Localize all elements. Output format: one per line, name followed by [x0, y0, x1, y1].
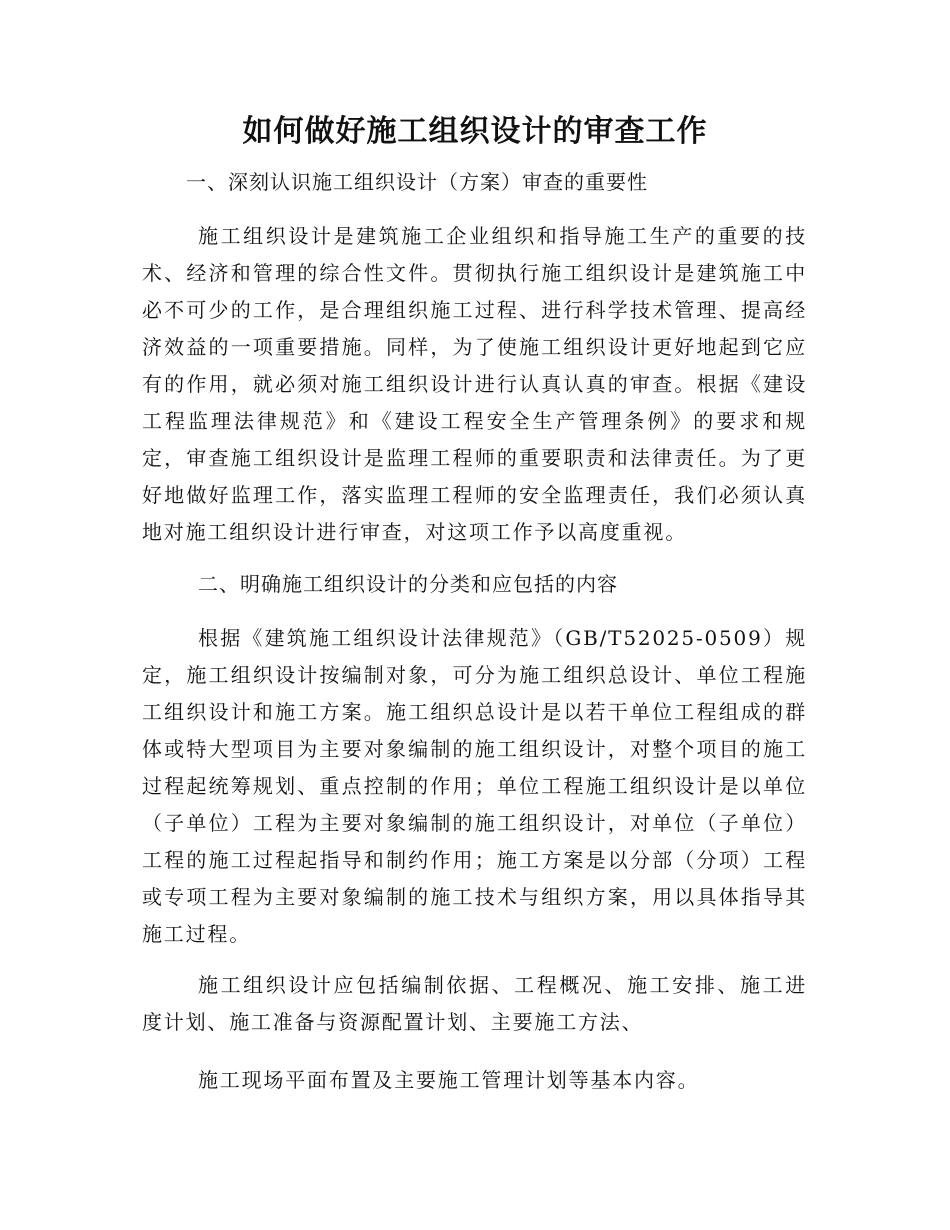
section-heading-2: 二、明确施工组织设计的分类和应包括的内容	[198, 572, 618, 596]
paragraph-contents-cont: 施工现场平面布置及主要施工管理计划等基本内容。	[198, 1068, 700, 1092]
document-title: 如何做好施工组织设计的审查工作	[242, 114, 708, 149]
paragraph-classification: 根据《建筑施工组织设计法律规范》（GB/T52025-0509）规定，施工组织设计按编制对象，可分为施工组织总设计、单位工程施工组织设计和施工方案。施工组织总设计是以若干单位工程组成的群体或特大型项目为主要对象编制的施工组织设计，对整个项目的施工过程起统筹规划、重点控制的作用；单位工程施工组织设计是以单位（子单位）工程为主要对象编制的施工组织设计，对单位（子单位）工程的施工过程起指导和制约作用；施工方案是以分部（分项）工程或专项工程为主要对象编制的施工技术与组织方案，用以具体指导其施工过程。	[142, 626, 807, 946]
section-heading-1: 一、深刻认识施工组织设计（方案）审查的重要性	[186, 170, 648, 194]
paragraph-contents: 施工组织设计应包括编制依据、工程概况、施工安排、施工进度计划、施工准备与资源配置计划、主要施工方法、	[142, 973, 807, 1034]
paragraph-importance: 施工组织设计是建筑施工企业组织和指导施工生产的重要的技术、经济和管理的综合性文件。贯彻执行施工组织设计是建筑施工中必不可少的工作，是合理组织施工过程、进行科学技术管理、提高经济效益的一项重要措施。同样，为了使施工组织设计更好地起到它应有的作用，就必须对施工组织设计进行认真认真的审查。根据《建设工程监理法律规范》和《建设工程安全生产管理条例》的要求和规定，审查施工组织设计是监理工程师的重要职责和法律责任。为了更好地做好监理工作，落实监理工程师的安全监理责任，我们必须认真地对施工组织设计进行审查，对这项工作予以高度重视。	[142, 224, 807, 544]
